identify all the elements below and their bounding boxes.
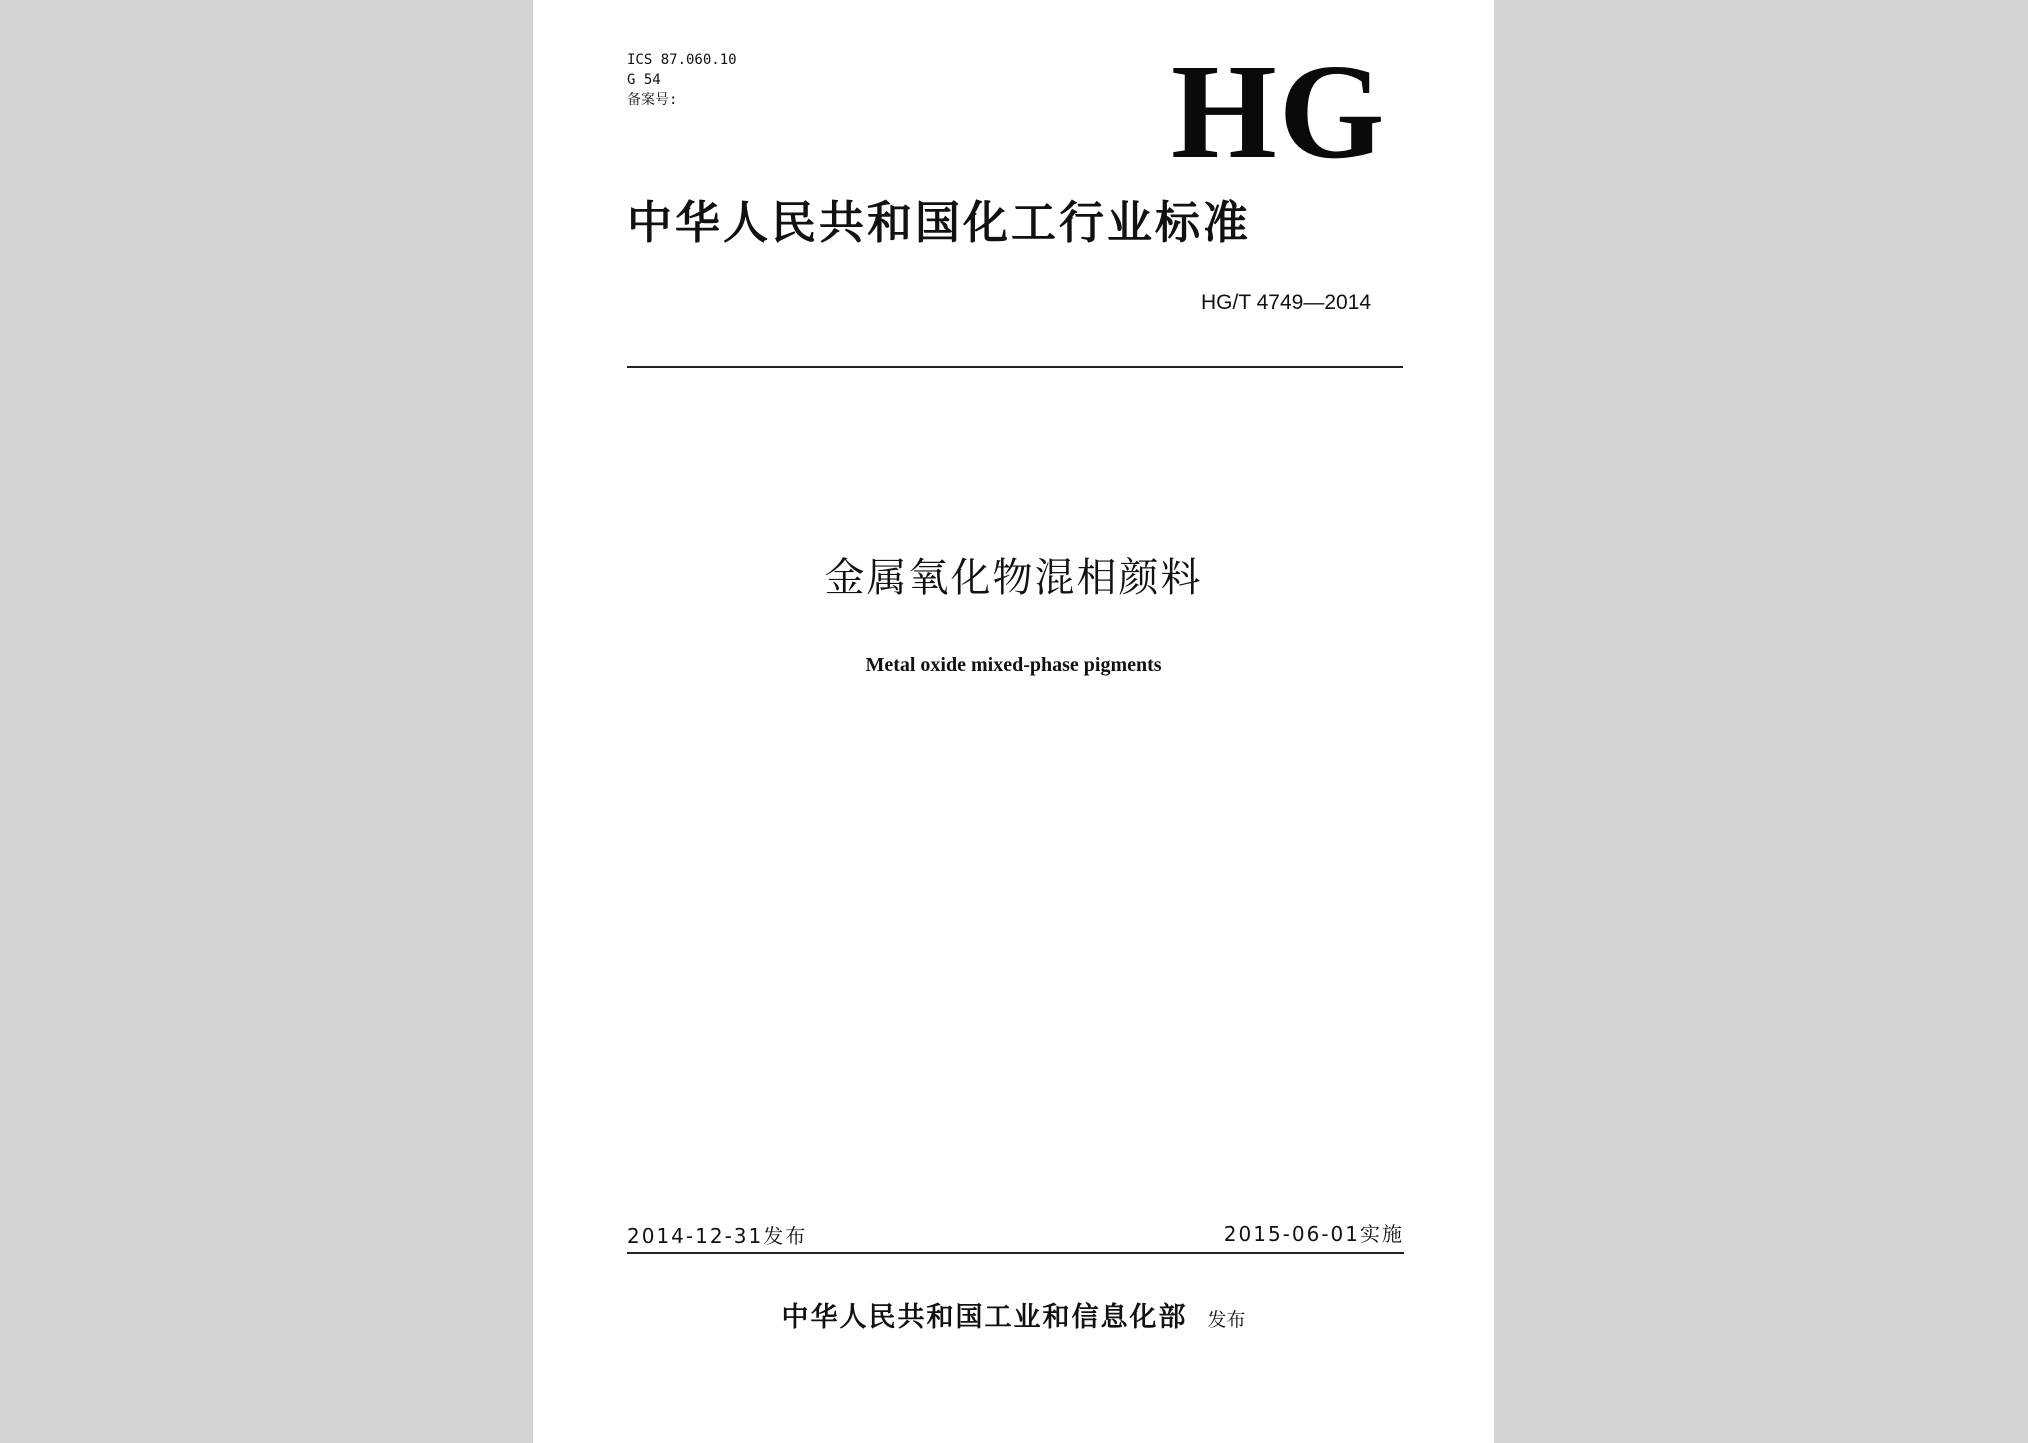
document-title-chinese: 金属氧化物混相颜料 [824,555,1203,601]
header-divider [627,366,1403,368]
classification-block [627,50,737,110]
filing-number-label: 备案号: [627,92,678,108]
hg-logo: HG [1171,37,1387,187]
standard-category-title: 中华人民共和国化工行业标准 [627,196,1252,249]
ics-code: ICS 87.060.10 [627,52,737,68]
publisher-line [533,1300,1494,1338]
standard-number: HG/T 4749—2014 [1201,291,1372,314]
ccs-code: G 54 [627,72,661,88]
footer-divider [627,1252,1404,1254]
publisher-organization: 中华人民共和国工业和信息化部 [781,1302,1188,1333]
issue-date: 2014-12-31发布 [627,1224,808,1248]
document-title-english: Metal oxide mixed-phase pigments [865,654,1162,676]
document-page [533,0,1494,1443]
publisher-issued-label: 发布 [1207,1309,1246,1331]
implementation-date: 2015-06-01实施 [1223,1222,1404,1246]
